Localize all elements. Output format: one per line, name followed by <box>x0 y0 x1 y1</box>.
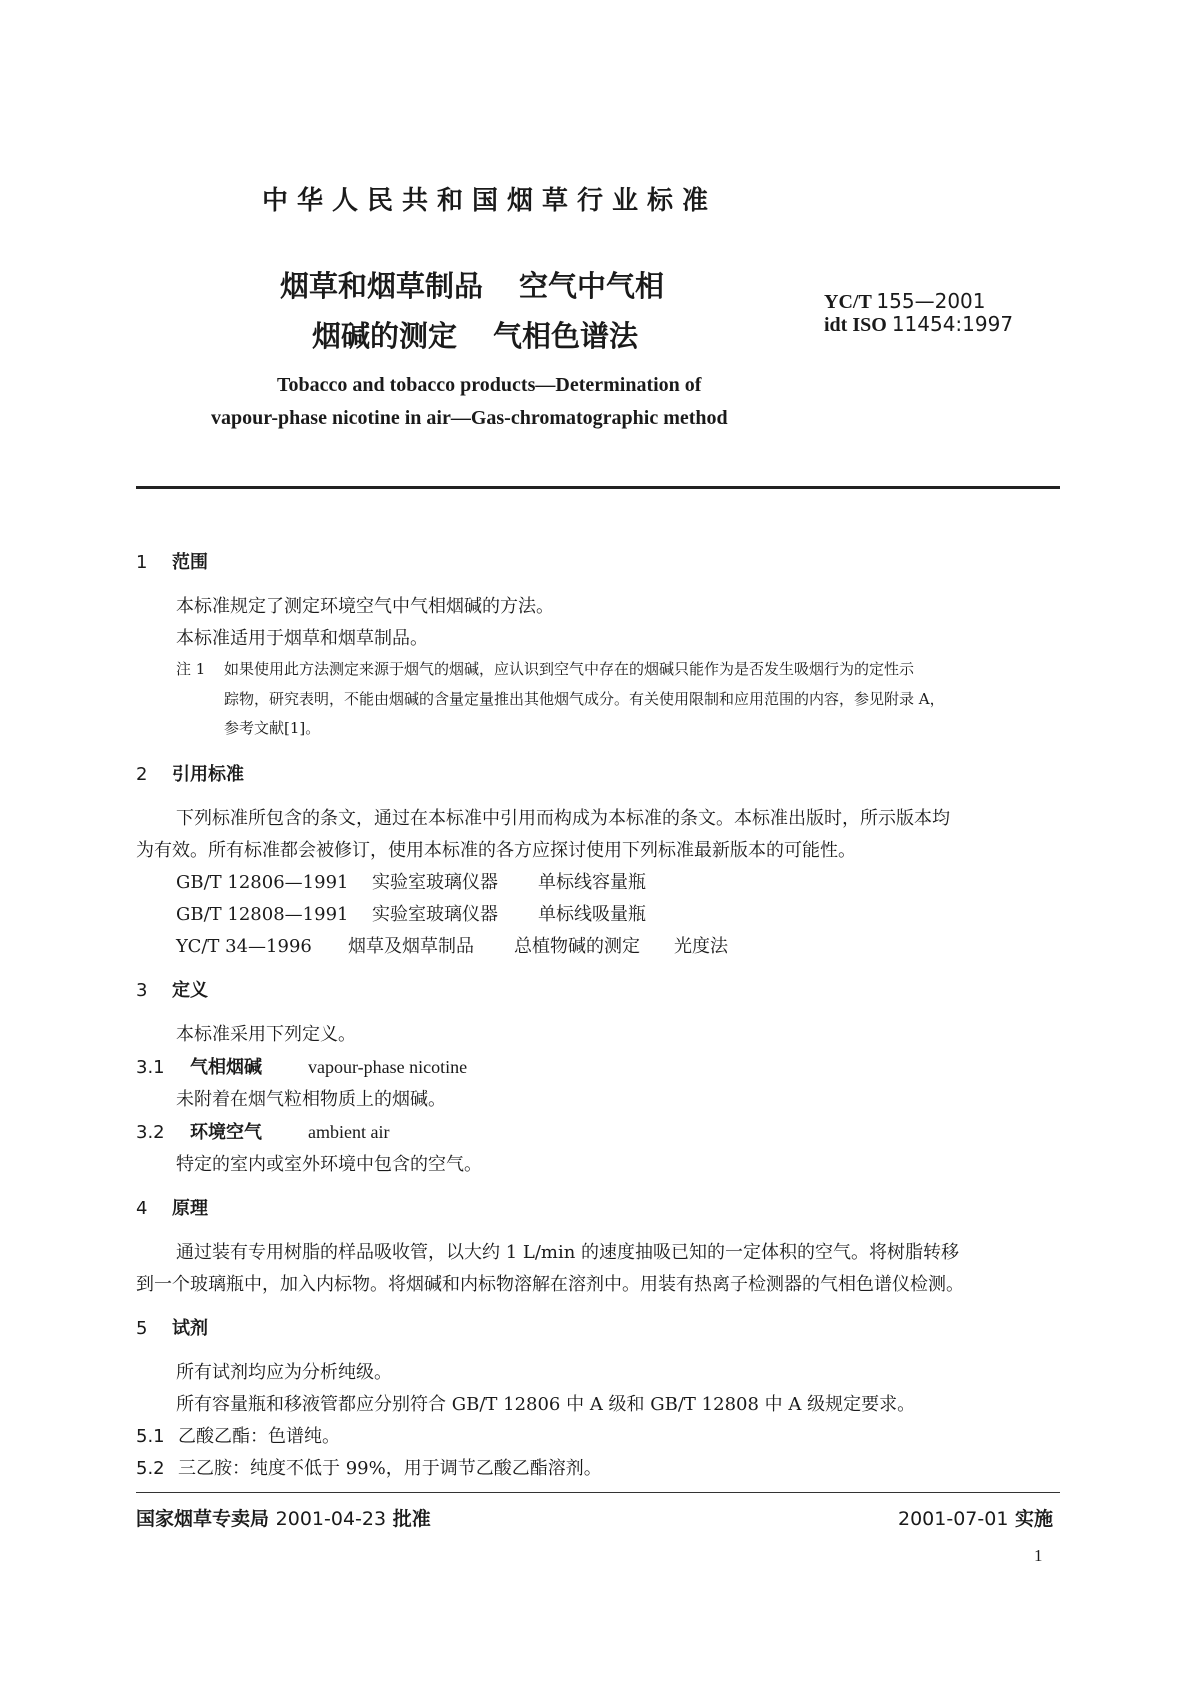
clause-number: 3.2 <box>136 1122 165 1143</box>
approval-info <box>136 1504 431 1531</box>
section-number: 3 <box>136 980 148 1001</box>
clause-number: 5.1 <box>136 1426 165 1447</box>
approval-label: 批准 <box>392 1508 431 1530</box>
section-title: 定义 <box>172 980 208 1001</box>
definition-term-en: vapour-phase nicotine <box>308 1057 468 1077</box>
reagent-text: 乙酸乙酯：色谱纯。 <box>178 1426 340 1447</box>
title-cn-line1 <box>280 264 664 305</box>
reference-name-b: 单标线吸量瓶 <box>538 904 646 925</box>
reference-name-a: 实验室玻璃仪器 <box>372 904 498 925</box>
clause-number: 3.1 <box>136 1057 165 1078</box>
definition-3-2 <box>136 1118 389 1144</box>
reagent-text: 三乙胺：纯度不低于 99%，用于调节乙酸乙酯溶剂。 <box>178 1458 602 1479</box>
reference-name-a: 烟草及烟草制品 <box>348 936 474 957</box>
section-4-heading <box>136 1194 208 1220</box>
footer-divider <box>136 1492 1060 1493</box>
reagent-5-2 <box>136 1454 602 1480</box>
paragraph: 本标准适用于烟草和烟草制品。 <box>176 628 428 649</box>
header-divider <box>136 486 1060 489</box>
reference-name-a: 实验室玻璃仪器 <box>372 872 498 893</box>
paragraph: 下列标准所包含的条文，通过在本标准中引用而构成为本标准的条文。本标准出版时，所示版本均 <box>176 808 950 829</box>
section-title: 原理 <box>172 1198 208 1219</box>
reference-entry <box>176 932 728 958</box>
title-cn-line2-part-a: 烟碱的测定 <box>312 319 458 353</box>
title-cn-line2-part-b: 气相色谱法 <box>493 319 639 353</box>
reference-entry <box>176 868 646 894</box>
idt-prefix: idt ISO <box>824 314 887 336</box>
note-label: 注 1 <box>176 660 206 678</box>
paragraph: 所有试剂均应为分析纯级。 <box>176 1362 392 1383</box>
section-number: 1 <box>136 552 148 573</box>
effective-label: 实施 <box>1015 1508 1054 1530</box>
section-1-heading <box>136 548 208 574</box>
title-cn-line1-part-b: 空气中气相 <box>519 269 665 303</box>
title-cn-line1-part-a: 烟草和烟草制品 <box>280 269 484 303</box>
identical-standard <box>824 313 1013 336</box>
paragraph: 所有容量瓶和移液管都应分别符合 GB/T 12806 中 A 级和 GB/T 12808 中 A 级规定要求。 <box>176 1394 916 1415</box>
note-line: 踪物，研究表明，不能由烟碱的含量定量推出其他烟气成分。有关使用限制和应用范围的内容，参见附录 A， <box>224 690 945 708</box>
definition-term: 环境空气 <box>190 1122 262 1143</box>
reference-name-b: 总植物碱的测定 <box>514 936 640 957</box>
definition-term: 气相烟碱 <box>190 1057 262 1078</box>
standard-number <box>824 290 986 313</box>
reference-code: YC/T 34—1996 <box>176 936 312 957</box>
section-number: 4 <box>136 1198 148 1219</box>
definition-term-en: ambient air <box>308 1122 390 1142</box>
paragraph: 本标准采用下列定义。 <box>176 1024 356 1045</box>
section-number: 2 <box>136 764 148 785</box>
section-title: 试剂 <box>172 1318 208 1339</box>
paragraph: 本标准规定了测定环境空气中气相烟碱的方法。 <box>176 596 554 617</box>
clause-number: 5.2 <box>136 1458 165 1479</box>
title-en-line2: vapour-phase nicotine in air—Gas-chromatographic method <box>211 407 728 429</box>
note-line: 参考文献[1]。 <box>224 719 321 737</box>
reference-name-c: 光度法 <box>674 936 728 957</box>
effective-info <box>898 1504 1053 1531</box>
definition-3-1 <box>136 1053 467 1079</box>
title-en-line1: Tobacco and tobacco products—Determination of <box>277 374 702 396</box>
reference-code: GB/T 12808—1991 <box>176 904 349 925</box>
reagent-5-1 <box>136 1422 340 1448</box>
note-text: 如果使用此方法测定来源于烟气的烟碱，应认识到空气中存在的烟碱只能作为是否发生吸烟行为的定性示 <box>224 660 915 678</box>
section-2-heading <box>136 760 244 786</box>
effective-date: 2001-07-01 <box>898 1508 1009 1530</box>
title-cn-line2 <box>312 314 638 355</box>
standard-prefix: YC/T <box>824 291 872 313</box>
paragraph: 到一个玻璃瓶中，加入内标物。将烟碱和内标物溶解在溶剂中。用装有热离子检测器的气相色谱仪检测。 <box>136 1274 964 1295</box>
issuing-body-heading: 中华人民共和国烟草行业标准 <box>262 186 718 216</box>
section-3-heading <box>136 976 208 1002</box>
standard-code: 155—2001 <box>876 289 986 313</box>
definition-text: 未附着在烟气粒相物质上的烟碱。 <box>176 1089 446 1110</box>
paragraph: 通过装有专用树脂的样品吸收管，以大约 1 L/min 的速度抽吸已知的一定体积的空气。将树脂转移 <box>176 1242 960 1263</box>
reference-code: GB/T 12806—1991 <box>176 872 349 893</box>
section-5-heading <box>136 1314 208 1340</box>
reference-name-b: 单标线容量瓶 <box>538 872 646 893</box>
note-line <box>176 658 914 679</box>
section-title: 范围 <box>172 552 208 573</box>
page-number: 1 <box>1034 1546 1043 1565</box>
section-number: 5 <box>136 1318 148 1339</box>
idt-code: 11454:1997 <box>891 312 1014 336</box>
reference-entry <box>176 900 646 926</box>
approval-date: 2001-04-23 <box>275 1508 387 1530</box>
approval-org: 国家烟草专卖局 <box>136 1508 270 1530</box>
section-title: 引用标准 <box>172 764 244 785</box>
definition-text: 特定的室内或室外环境中包含的空气。 <box>176 1154 482 1175</box>
paragraph: 为有效。所有标准都会被修订，使用本标准的各方应探讨使用下列标准最新版本的可能性。 <box>136 840 856 861</box>
